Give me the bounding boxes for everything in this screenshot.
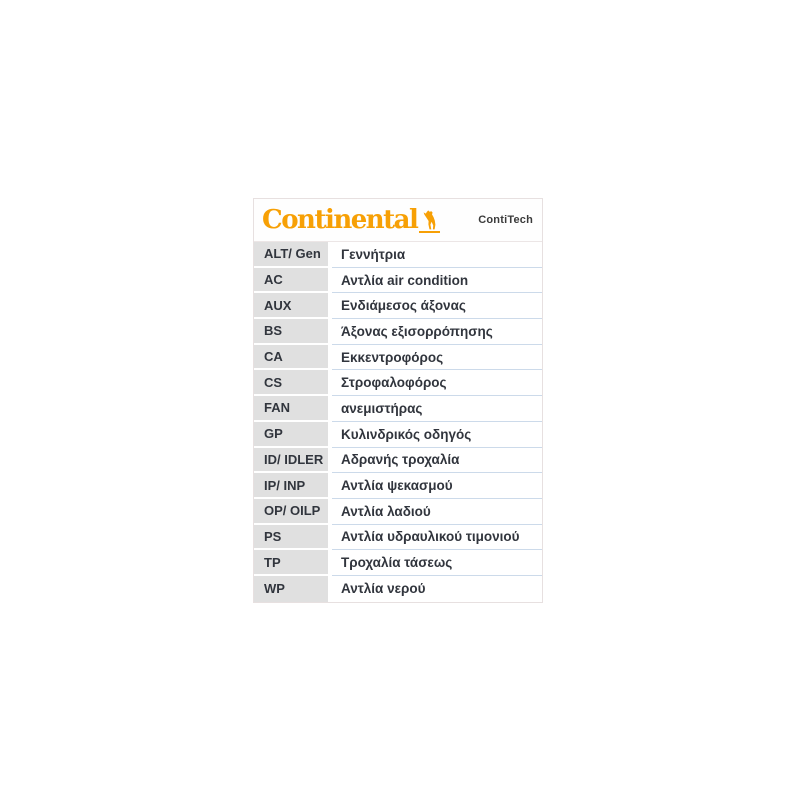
abbreviation-cell: OP/ OILP xyxy=(254,499,328,525)
table-row xyxy=(254,396,542,422)
abbreviation-cell: CS xyxy=(254,370,328,396)
table-row xyxy=(254,448,542,474)
abbreviation-cell: AUX xyxy=(254,293,328,319)
table-row xyxy=(254,370,542,396)
description-cell: Στροφαλοφόρος xyxy=(332,370,542,396)
table-row xyxy=(254,525,542,551)
abbreviation-cell: CA xyxy=(254,345,328,371)
abbreviation-cell: IP/ INP xyxy=(254,473,328,499)
contitech-logo: ContiTech xyxy=(478,214,533,226)
legend-table-body xyxy=(254,242,542,602)
table-row xyxy=(254,576,542,602)
abbreviation-cell: FAN xyxy=(254,396,328,422)
table-row xyxy=(254,499,542,525)
table-row xyxy=(254,319,542,345)
description-cell: Αντλία ψεκασμού xyxy=(332,473,542,499)
table-row xyxy=(254,345,542,371)
description-cell: Αντλία νερού xyxy=(332,576,542,602)
table-row xyxy=(254,268,542,294)
description-cell: Αντλία λαδιού xyxy=(332,499,542,525)
abbreviation-cell: WP xyxy=(254,576,328,602)
description-cell: ανεμιστήρας xyxy=(332,396,542,422)
continental-logo xyxy=(262,207,440,233)
table-row xyxy=(254,422,542,448)
abbreviation-cell: BS xyxy=(254,319,328,345)
brand-wordmark: Continental xyxy=(262,205,418,235)
description-cell: Ενδιάμεσος άξονας xyxy=(332,293,542,319)
table-row xyxy=(254,293,542,319)
abbreviation-cell: ALT/ Gen xyxy=(254,242,328,268)
description-cell: Τροχαλία τάσεως xyxy=(332,550,542,576)
abbreviation-cell: TP xyxy=(254,550,328,576)
abbreviation-cell: GP xyxy=(254,422,328,448)
continental-horse-icon xyxy=(419,210,440,233)
description-cell: Αδρανής τροχαλία xyxy=(332,448,542,474)
description-cell: Άξονας εξισορρόπησης xyxy=(332,319,542,345)
table-row xyxy=(254,242,542,268)
description-cell: Εκκεντροφόρος xyxy=(332,345,542,371)
abbreviation-cell: AC xyxy=(254,268,328,294)
brand-header xyxy=(254,199,542,242)
abbreviation-cell: PS xyxy=(254,525,328,551)
legend-panel xyxy=(253,198,543,603)
table-row xyxy=(254,550,542,576)
description-cell: Γεννήτρια xyxy=(332,242,542,268)
description-cell: Αντλία υδραυλικού τιμονιού xyxy=(332,525,542,551)
abbreviation-cell: ID/ IDLER xyxy=(254,448,328,474)
table-row xyxy=(254,473,542,499)
description-cell: Κυλινδρικός οδηγός xyxy=(332,422,542,448)
description-cell: Αντλία air condition xyxy=(332,268,542,294)
